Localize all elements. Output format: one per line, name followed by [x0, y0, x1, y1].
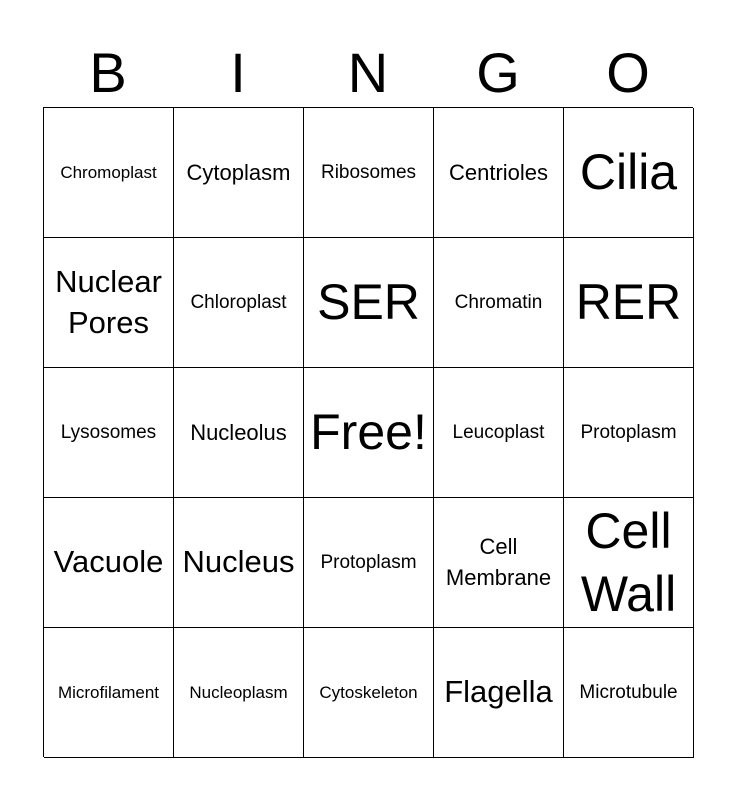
cell-text: Chloroplast: [190, 291, 287, 313]
cell-text: Cytoplasm: [186, 159, 291, 185]
bingo-cell[interactable]: [174, 628, 304, 758]
cell-text: Cell Membrane: [445, 533, 552, 590]
bingo-cell[interactable]: [44, 498, 174, 628]
cell-text: Protoplasm: [320, 551, 417, 573]
cell-text: Free!: [310, 404, 427, 461]
header-letter-i: I: [230, 41, 246, 104]
cell-text: SER: [317, 274, 420, 331]
bingo-cell[interactable]: [434, 108, 564, 238]
header-letter-n: N: [347, 41, 389, 104]
header-letter-o: O: [606, 41, 650, 104]
bingo-cell[interactable]: [434, 628, 564, 758]
bingo-cell[interactable]: [434, 498, 564, 628]
bingo-board: [43, 107, 693, 757]
header-letter-b: B: [89, 41, 127, 104]
cell-text: Microfilament: [57, 682, 160, 702]
bingo-cell[interactable]: [304, 628, 434, 758]
cell-text: Cell Wall: [580, 503, 677, 622]
bingo-cell[interactable]: [564, 368, 694, 498]
bingo-cell[interactable]: [44, 368, 174, 498]
bingo-cell[interactable]: [174, 368, 304, 498]
free-space-cell[interactable]: [304, 368, 434, 498]
bingo-cell[interactable]: [174, 108, 304, 238]
cell-text: Nucleus: [182, 544, 295, 580]
cell-text: Lysosomes: [60, 421, 157, 443]
bingo-cell[interactable]: [564, 238, 694, 368]
cell-text: Protoplasm: [580, 421, 677, 443]
cell-text: Centrioles: [448, 159, 549, 185]
cell-text: Vacuole: [53, 544, 164, 580]
bingo-cell[interactable]: [564, 498, 694, 628]
header-letter-g: G: [476, 41, 520, 104]
cell-text: RER: [575, 274, 682, 331]
bingo-header: [43, 40, 693, 106]
cell-text: Ribosomes: [320, 161, 417, 183]
cell-text: Nucleoplasm: [189, 682, 288, 702]
bingo-cell[interactable]: [434, 368, 564, 498]
cell-text: Leucoplast: [452, 421, 545, 443]
bingo-cell[interactable]: [44, 628, 174, 758]
bingo-cell[interactable]: [44, 238, 174, 368]
cell-text: Cilia: [579, 144, 678, 201]
bingo-cell[interactable]: [44, 108, 174, 238]
bingo-cell[interactable]: [304, 238, 434, 368]
bingo-cell[interactable]: [564, 628, 694, 758]
bingo-cell[interactable]: [304, 108, 434, 238]
cell-text: Chromatin: [454, 291, 543, 313]
cell-text: Cytoskeleton: [319, 682, 418, 702]
cell-text: Nucleolus: [190, 419, 287, 445]
bingo-cell[interactable]: [564, 108, 694, 238]
cell-text: Chromoplast: [60, 162, 157, 182]
bingo-cell[interactable]: [174, 498, 304, 628]
cell-text: Microtubule: [579, 681, 678, 703]
bingo-cell[interactable]: [174, 238, 304, 368]
cell-text: Nuclear Pores: [55, 264, 162, 340]
bingo-cell[interactable]: [434, 238, 564, 368]
cell-text: Flagella: [444, 674, 553, 710]
bingo-cell[interactable]: [304, 498, 434, 628]
